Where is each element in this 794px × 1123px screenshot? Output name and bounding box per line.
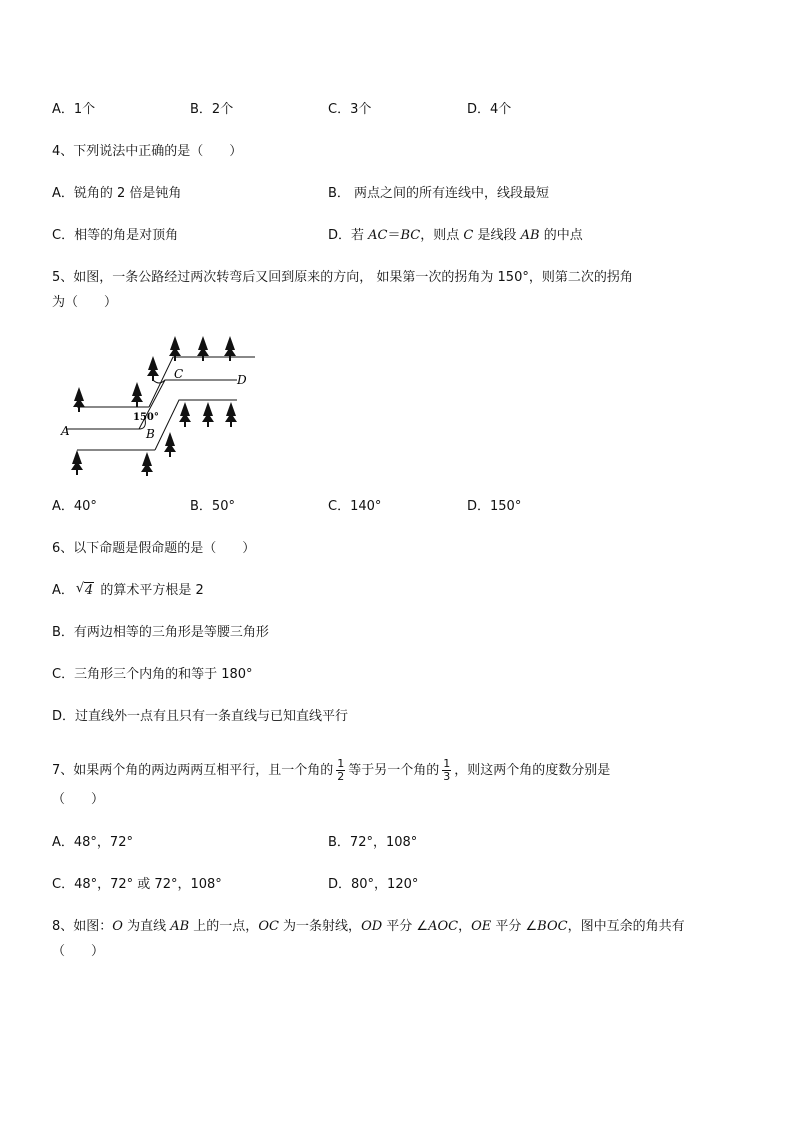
q7-option-c: C．48°，72° 或 72°，108° (52, 877, 222, 892)
q4-option-c: C．相等的角是对顶角 (52, 228, 179, 243)
q4-option-a: A．锐角的 2 倍是钝角 (52, 186, 182, 201)
q6-stem: 6、以下命题是假命题的是（ ） (52, 541, 256, 556)
q6-option-c: C．三角形三个内角的和等于 180° (52, 667, 253, 682)
q3-option-c: C．3个 (328, 102, 372, 117)
q5-stem-line2: 为（ ） (52, 295, 118, 310)
angle-label: 150° (133, 412, 159, 423)
q8-stem-line1: 8、如图：O 为直线 AB 上的一点，OC 为一条射线，OD 平分 ∠AOC，OE 平分 ∠BOC，图中互余的角共有 (52, 919, 685, 934)
q5-option-d: D．150° (467, 499, 522, 514)
q3-option-b: B．2个 (190, 102, 234, 117)
q6-option-b: B．有两边相等的三角形是等腰三角形 (52, 625, 269, 640)
sqrt-symbol: √ 4 (75, 581, 94, 598)
label-D: D (237, 373, 247, 387)
q3-option-a: A．1个 (52, 102, 96, 117)
q5-option-c: C．140° (328, 499, 382, 514)
fraction-half: $\frac{1}{2}$ (337, 757, 345, 783)
q5-road-figure (55, 332, 265, 477)
q4-stem: 4、下列说法中正确的是（ ） (52, 144, 243, 159)
q4-option-d: D．若 AC＝BC，则点 C 是线段 AB 的中点 (328, 228, 583, 243)
q8-stem-line2: （ ） (52, 944, 105, 959)
fraction-third: $\frac{1}{3}$ (443, 757, 451, 783)
q3-option-d: D．4个 (467, 102, 512, 117)
q5-stem-line1: 5、如图，一条公路经过两次转弯后又回到原来的方向， 如果第一次的拐角为 150°，则第二次的拐角 (52, 270, 633, 285)
q7-option-a: A．48°，72° (52, 835, 133, 850)
q5-option-a: A．40° (52, 499, 97, 514)
q7-option-b: B．72°，108° (328, 835, 418, 850)
q5-option-b: B．50° (190, 499, 235, 514)
q6-option-d: D．过直线外一点有且只有一条直线与已知直线平行 (52, 709, 349, 724)
q7-option-d: D．80°，120° (328, 877, 419, 892)
label-B: B (146, 427, 155, 441)
q7-stem-line1: 7、如果两个角的两边两两互相平行，且一个角的 $\frac{1}{2}$ 等于另一个角的 $\frac{1}{3}$ ，则这两个角的度数分别是 (52, 757, 611, 783)
q7-stem-line2: （ ） (52, 792, 105, 807)
label-C: C (174, 367, 184, 381)
q4-option-b: B． 两点之间的所有连线中，线段最短 (328, 186, 550, 201)
q6-option-a: A． √ 4 的算术平方根是 2 (52, 581, 204, 598)
label-A: A (61, 424, 70, 438)
